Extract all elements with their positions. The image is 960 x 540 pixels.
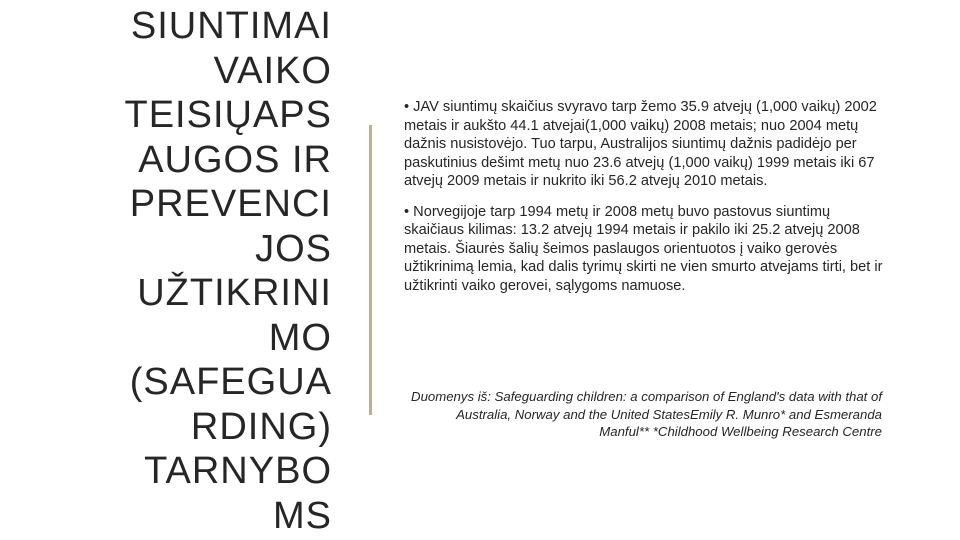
title-line: AUGOS IR xyxy=(138,138,332,181)
title-line: RDING) xyxy=(190,405,332,448)
bullet-paragraph-norway: • Norvegijoje tarp 1994 metų ir 2008 metų buvo pastovus siuntimų skaičiaus kilimas: 13.2 atvejų 1994 metais ir pakilo iki 25.2 atvejų 2008 metais. Šiaurės šalių šeimos paslaugos orientuotos į vaiko gerovės užtikrinimą lemia, kad dalis tyrimų skirti ne vien smurto atvejams tirti, bet ir užtikrinti vaiko gerovei, sąlygoms namuose. xyxy=(404,203,883,294)
title-line: TEISIŲAPS xyxy=(124,94,332,136)
title-line: PREVENCI xyxy=(129,183,332,225)
vertical-divider xyxy=(369,125,372,415)
title-line: VAIKO xyxy=(213,49,332,92)
content-body xyxy=(404,98,894,307)
title-line: TARNYBO xyxy=(144,450,332,492)
title-line: MO xyxy=(268,316,332,359)
title-line: JOS xyxy=(255,227,332,270)
bullet-paragraph-usa-australia: • JAV siuntimų skaičius svyravo tarp žemo 35.9 atvejų (1,000 vaikų) 2002 metais ir aukšto 44.1 atvejai(1,000 vaikų) 2008 metais; nuo 2004 metų dažnis nusistovėjo. Tuo tarpu, Australijos siuntimų dažnis padidėjo per paskutinius dešimt metų nuo 23.6 atvejų (1,000 vaikų) 1999 metais iki 67 atvejų 2009 metais ir nukrito iki 56.2 atvejų 2010 metais. xyxy=(404,99,877,189)
title-line: (SAFEGUA xyxy=(129,361,332,403)
source-citation: Duomenys iš: Safeguarding children: a comparison of England's data with that of Australia, Norway and the United StatesEmily R. Munro* and Esmeranda Manful** *Childhood Wellbeing Research Centre xyxy=(411,389,882,439)
title-line: UŽTIKRINI xyxy=(137,272,332,314)
title-line: MS xyxy=(273,494,332,537)
title-line: SIUNTIMAI xyxy=(130,5,332,47)
slide-title xyxy=(40,4,332,538)
